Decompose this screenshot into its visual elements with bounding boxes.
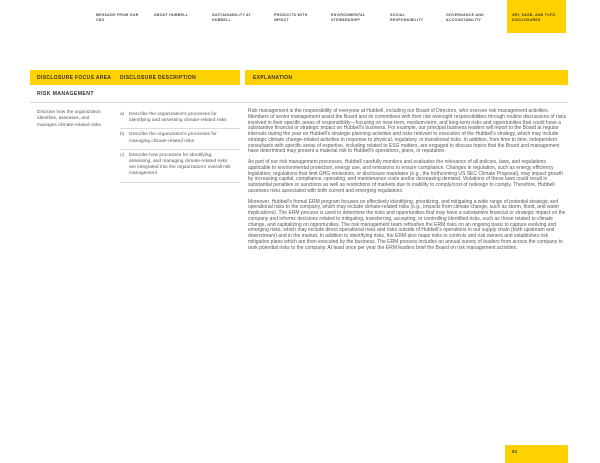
explanation-paragraph: Moreover, Hubbell's formal ERM program focuses on effectively identifying, prioritizing, and mitigating a wide range of potential strategic and operational risks to the company, which may include climate-related risks (e.g., impacts from climate change, such as storm, flood, and water implications). The ERM process is used to determine the risks and opportunities that may have a substantive financial or strategic impact on the company and informs decisions related to mitigating, transferring, accepting, or controlling identified risks, such as those related to climate change, and capitalizing on opportunities. The risk management team refreshes the ERM risks on an ongoing basis to capture evolving and emerging risks, which may include direct operational risks and risks outside of Hubbell's operations in our supply chain (both upstream and downstream) and in the market. In addition to identifying risks, the ERM also maps risks to controls and risk owners and establishes risk mitigation plans which are then executed by the business. The ERM process includes an annual survey of leaders from across the company to rank potential risks to the company. At least once per year the ERM leaders brief the Board on risk management activities. xyxy=(248,198,566,251)
nav-item[interactable] xyxy=(507,0,566,33)
explanation-paragraph: Risk management is the responsibility of everyone at Hubbell, including our Board of Directors, who oversee risk management activities. Members of senior management assist the Board and its committees with their risk oversight responsibilities through routine discussions of risks involved in their specific areas of responsibility—focusing on near-term, medium-term, and long-term risks and opportunities that could have a substantive financial or strategic impact on Hubbell's business. For example, our principal business leaders will report to the Board at regular intervals during the year on Hubbell's strategic planning activities and risks relevant to execution of the Hubbell's strategy, which may include strategic climate change-related activities in response to physical, regulatory, or transitional risks. In addition, from time to time, independent consultants with specific areas of expertise, including related to ESG matters, are engaged to discuss topics that the Board and management have determined may present a material risk to Hubbell's operations, plans, or reputation. xyxy=(248,108,567,155)
explanation-paragraph: As part of our risk management processes, Hubbell carefully monitors and evaluates the relevance of all policies, laws, and regulations applicable to environmental protection, energy use, and emissions to ensure compliance. Changes in regulation, such as energy efficiency legislation, regulations that limit GHG emissions, or disclosure mandates (e.g., the forthcoming US SEC Climate Proposal), may impact growth by increasing capital, compliance, operating, and maintenance costs and/or decreasing demand. Violations of these laws could result in substantial penalties or sanctions as well as restrictions of markets due to inability to comply/cost of redesign to comply. Therefore, Hubbell assesses risks associated with both current and emerging regulations. xyxy=(248,159,563,194)
description-item-label: b) xyxy=(120,132,125,138)
description-item xyxy=(120,150,240,183)
description-item-label: c) xyxy=(120,152,124,158)
nav-item[interactable] xyxy=(390,0,446,33)
page-number: 84 xyxy=(512,449,518,454)
description-item-text: Describe the organization's processes for managing climate-related risks xyxy=(129,132,217,144)
description-item-text: Describe the organization's processes for identifying and assessing climate-related risks xyxy=(129,112,227,124)
nav-item[interactable] xyxy=(446,0,507,33)
description-cell xyxy=(115,109,240,183)
nav-item[interactable] xyxy=(154,0,212,33)
nav-item-label: MESSAGE FROM OUR CEO xyxy=(96,13,139,22)
column-header-description: DISCLOSURE DESCRIPTION xyxy=(115,70,240,85)
description-item-text: Describe how processes for identifying, assessing, and managing climate-related risks are integrated into the organization's overall risk management xyxy=(129,152,231,177)
focus-area-cell: Disclose how the organization identifies, assesses, and manages climate-related risks. xyxy=(37,110,103,128)
nav-item[interactable] xyxy=(274,0,331,33)
nav-item-label: GOVERNANCE AND ACCOUNTABILITY xyxy=(446,13,484,22)
nav-item[interactable] xyxy=(212,0,274,33)
table-header-row xyxy=(30,70,568,85)
description-item xyxy=(120,129,240,149)
column-header-focus-area: DISCLOSURE FOCUS AREA xyxy=(30,70,115,85)
description-item xyxy=(120,109,240,129)
page-number-badge xyxy=(505,445,568,463)
description-item-label: a) xyxy=(120,112,125,117)
table-body-row xyxy=(30,103,568,256)
nav-item[interactable] xyxy=(96,0,154,33)
nav-item-label: SOCIAL RESPONSIBILITY xyxy=(390,13,424,22)
section-title: RISK MANAGEMENT xyxy=(30,85,568,103)
explanation-cell xyxy=(245,109,568,256)
column-header-explanation: EXPLANATION xyxy=(245,70,568,85)
nav-item-label: SUSTAINABILITY AT HUBBELL xyxy=(212,13,252,22)
nav-item[interactable] xyxy=(331,0,390,33)
top-nav xyxy=(96,0,600,33)
nav-item-label: ENVIRONMENTAL STEWARDSHIP xyxy=(331,13,366,22)
nav-item-label: PRODUCTS WITH IMPACT xyxy=(274,13,308,22)
disclosure-table xyxy=(30,70,568,256)
nav-item-label: GRI, SASB, AND TCFD DISCLOSURES xyxy=(512,13,556,22)
nav-item-label: ABOUT HUBBELL xyxy=(154,13,189,17)
